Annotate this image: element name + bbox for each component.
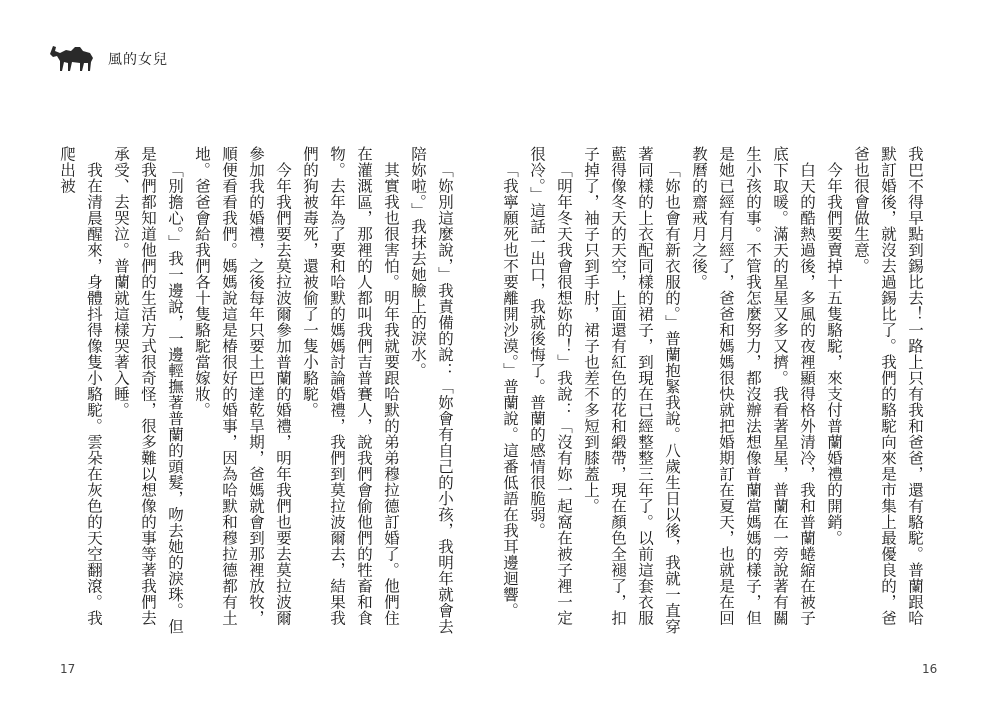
paragraph: 「別擔心。」我一邊說，一邊輕撫著普蘭的頭髮，吻去她的淚珠。但是我們都知道他們的生活方式很奇怪，很多難以想像的事等著我們去承受、去哭泣。普蘭就這樣哭著入睡。 <box>112 146 184 634</box>
paragraph: 我在清晨醒來，身體抖得像隻小駱駝。雲朵在灰色的天空翻滾。我爬出被 <box>58 146 103 626</box>
page-number-left: 17 <box>60 662 76 676</box>
page-16-text <box>501 146 928 641</box>
paragraph: 「妳也會有新衣服的。」普蘭抱緊我說。八歲生日以後，我就一直穿著同樣的上衣配同樣的裙子，到現在已經整整三年了。以前這套衣服藍得像冬天的天空，上面還有紅色的花和緞帶，現在顏色全褪了，扣子掉了，袖子只到手肘，裙子也差不多短到膝蓋上。 <box>582 146 681 634</box>
paragraph: 今年我們要賣掉十五隻駱駝，來支付普蘭婚禮的開銷。 <box>825 161 843 546</box>
paragraph: 其實我也很害怕。明年我就要跟哈默的弟弟穆拉德訂婚了。他們住在灌溉區，那裡的人都叫我們吉普賽人，說我們會偷他們的牲畜和食物。去年為了要和哈默的媽媽討論婚禮，我們到莫拉波爾去，結果我們的狗被毒死，還被偷了一隻小駱駝。 <box>301 146 400 626</box>
paragraph: 「妳別這麼說，」我責備的說：「妳會有自己的小孩，我明年就會去陪妳啦。」我抹去她臉上的淚水。 <box>409 146 454 634</box>
paragraph: 「我寧願死也不要離開沙漠。」普蘭說。這番低語在我耳邊迴響。 <box>501 161 519 618</box>
book-title: 風的女兒 <box>108 52 168 68</box>
paragraph: 我巴不得早點到錫比去！一路上只有我和爸爸，還有駱駝。普蘭跟哈默訂婚後，就沒去過錫比了。我們的駱駝向來是市集上最優良的，爸爸也很會做生意。 <box>852 146 924 626</box>
paragraph: 白天的酷熱過後，多風的夜裡顯得格外清冷，我和普蘭蜷縮在被子底下取暖。滿天的星星又多又擠。我看著星星，普蘭在一旁說著有關生小孩的事。不管我怎麼努力，都沒辦法想像普蘭當媽媽的樣子，但是她已經有月經了，爸爸和媽媽很快就把婚期訂在夏天，也就是在回教曆的齋戒月之後。 <box>690 146 816 626</box>
page-number-right: 16 <box>922 662 938 676</box>
paragraph: 今年我們要去莫拉波爾參加普蘭的婚禮，明年我們也要去莫拉波爾參加我的婚禮，之後每年只要土巴達乾旱期，爸媽就會到那裡放牧，順便看看我們。媽媽說這是椿很好的婚事，因為哈默和穆拉德都有土地。爸爸會給我們各十隻駱駝當嫁妝。 <box>193 146 292 626</box>
page-17-text <box>58 146 458 641</box>
camel-icon <box>44 36 106 76</box>
paragraph: 「明年冬天我會很想妳的！」我說：「沒有妳一起窩在被子裡一定很冷。」這話一出口，我就後悔了。普蘭的感情很脆弱。 <box>528 146 573 626</box>
